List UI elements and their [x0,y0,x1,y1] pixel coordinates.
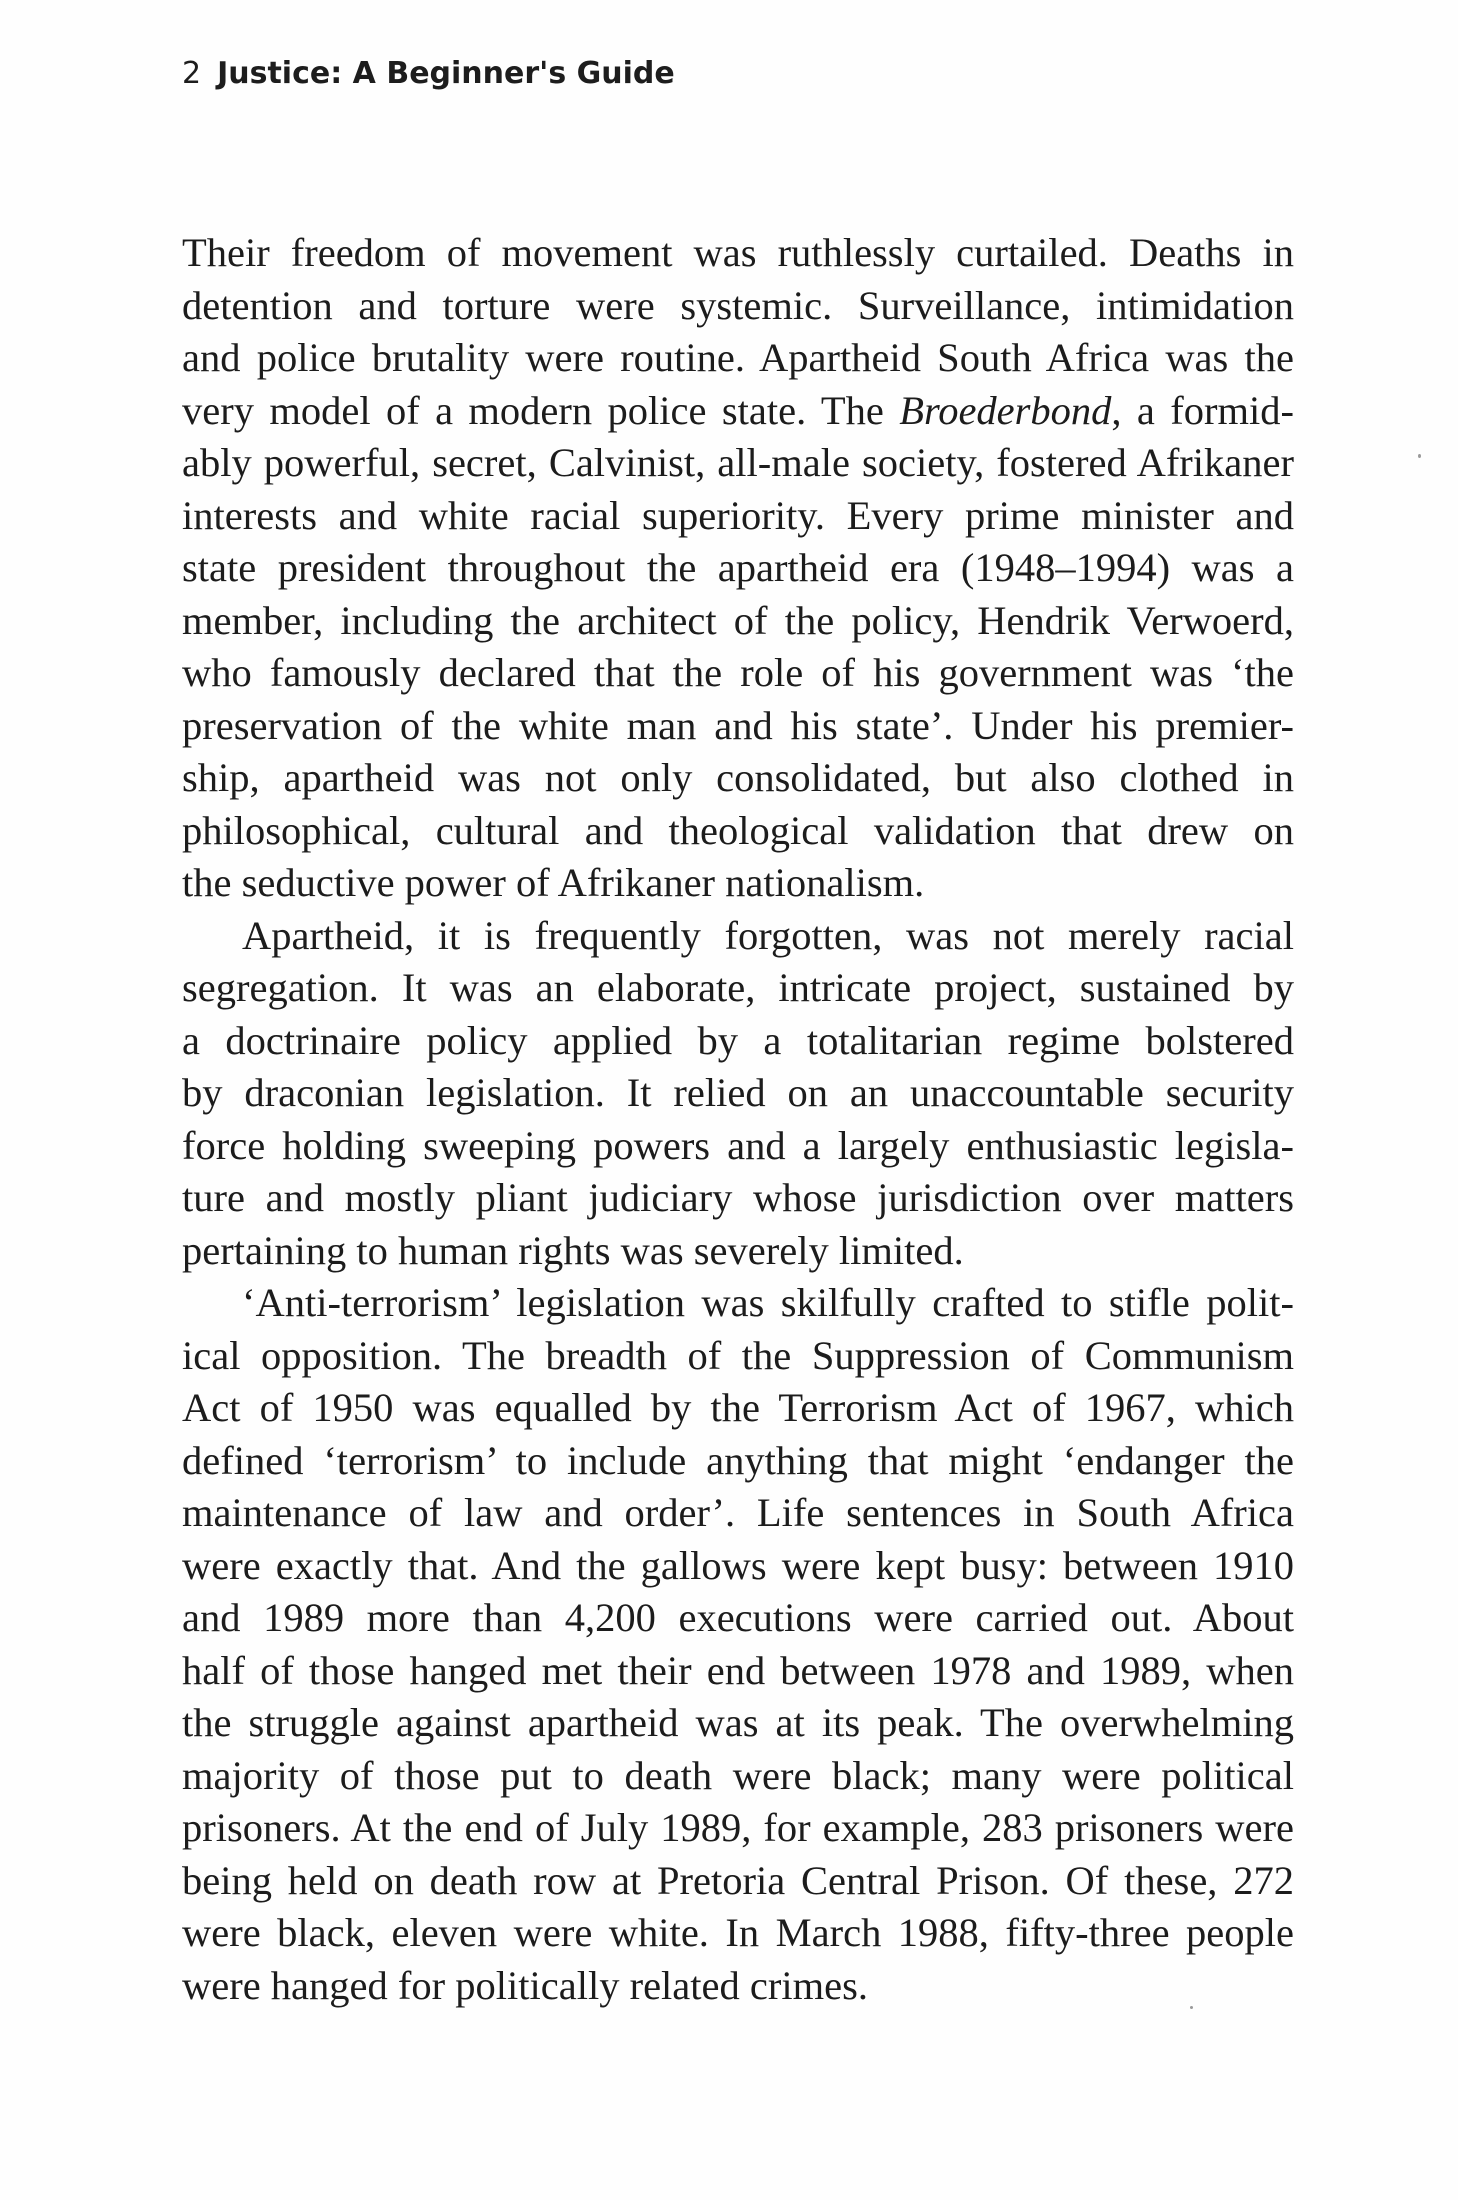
text-line: and police brutality were routine. Apartheid South Africa was the [182,335,1294,380]
paragraph-3 [182,1277,1294,2012]
page-number: 2 [182,56,202,91]
paragraph-2 [182,910,1294,1278]
text-line: the seductive power of Afrikaner nationalism. [182,860,925,905]
text-line: were exactly that. And the gallows were kept busy: between 1910 [182,1542,1294,1588]
text-line: a doctrinaire policy applied by a totalitarian regime bolstered [182,1017,1294,1063]
text-line-with-italic [182,385,1294,438]
text-line: philosophical, cultural and theological validation that drew on [182,807,1294,853]
text-line: Their freedom of movement was ruthlessly curtailed. Deaths in [182,230,1294,275]
text-line: were black, eleven were white. In March 1988, fifty-three people [182,1910,1294,1955]
text-line: who famously declared that the role of his government was ‘the [182,650,1294,695]
paper-speck [1418,454,1421,458]
text-line: segregation. It was an elaborate, intricate project, sustained by [182,965,1294,1010]
text-line: detention and torture were systemic. Surveillance, intimidation [182,282,1294,328]
text-line: majority of those put to death were black; many were political [182,1752,1294,1798]
text-fragment: very model of a modern police state. The [182,387,900,433]
text-line: pertaining to human rights was severely limited. [182,1227,964,1273]
text-line: maintenance of law and order’. Life sentences in South Africa [182,1490,1294,1535]
book-title: Justice: A Beginner's Guide [217,56,675,91]
text-line: ical opposition. The breadth of the Suppression of Communism [182,1332,1294,1378]
italic-term: Broederbond [899,387,1112,433]
text-line: were hanged for politically related crimes. [182,1962,868,2008]
text-line: prisoners. At the end of July 1989, for example, 283 prisoners were [182,1805,1294,1850]
text-line: state president throughout the apartheid era (1948–1994) was a [182,545,1294,590]
text-line: preservation of the white man and his state’. Under his premier- [182,702,1294,748]
text-line: half of those hanged met their end between 1978 and 1989, when [182,1647,1294,1693]
text-line: the struggle against apartheid was at its peak. The overwhelming [182,1700,1294,1745]
text-line: force holding sweeping powers and a largely enthusiastic legisla- [182,1122,1294,1168]
text-fragment: , a formid- [1111,387,1294,433]
text-line: by draconian legislation. It relied on an unaccountable security [182,1070,1294,1115]
text-line: and 1989 more than 4,200 executions were carried out. About [182,1595,1294,1640]
text-line: ably powerful, secret, Calvinist, all-male society, fostered Afrikaner [182,440,1294,485]
body-text [182,227,1294,2012]
paragraph-1 [182,227,1294,910]
text-line: Apartheid, it is frequently forgotten, was not merely racial [242,912,1294,958]
running-head [182,56,675,91]
text-line: Act of 1950 was equalled by the Terrorism Act of 1967, which [182,1385,1294,1430]
text-line: being held on death row at Pretoria Central Prison. Of these, 272 [182,1857,1294,1903]
text-line: interests and white racial superiority. Every prime minister and [182,492,1294,538]
text-line: member, including the architect of the policy, Hendrik Verwoerd, [182,597,1294,643]
text-line: ‘Anti-terrorism’ legislation was skilfully crafted to stifle polit- [242,1280,1294,1325]
text-line: defined ‘terrorism’ to include anything that might ‘endanger the [182,1437,1294,1483]
text-line: ture and mostly pliant judiciary whose jurisdiction over matters [182,1175,1294,1220]
text-line: ship, apartheid was not only consolidated, but also clothed in [182,755,1294,800]
paper-speck [1190,2006,1193,2009]
